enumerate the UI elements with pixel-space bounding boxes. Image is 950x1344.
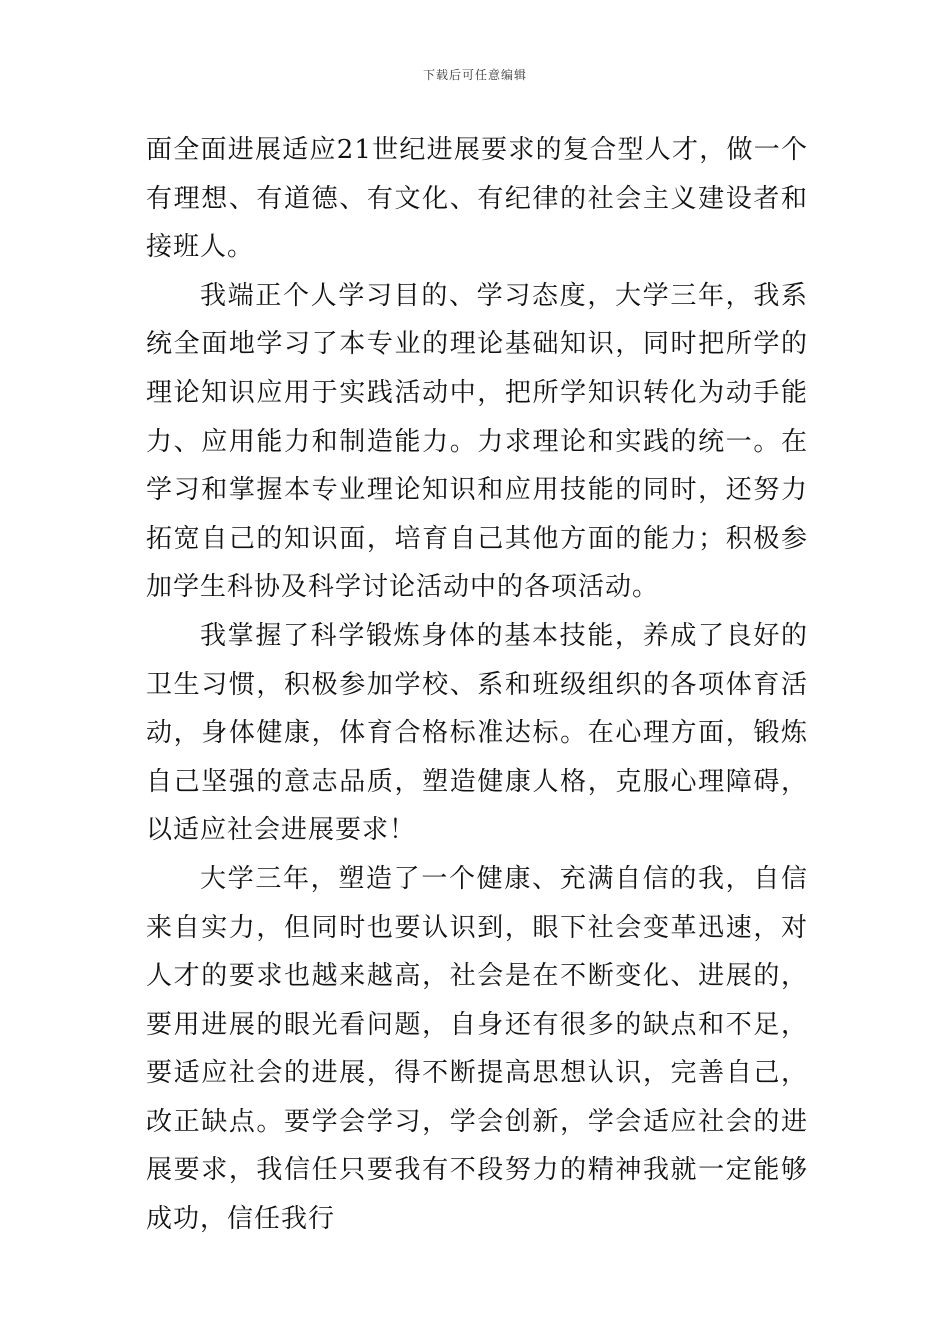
paragraph-study: 我端正个人学习目的、学习态度，大学三年，我系统全面地学习了本专业的理论基础知识，同时把所学的理论知识应用于实践活动中，把所学知识转化为动手能力、应用能力和制造能力。力求理论和实践的统一。在学习和掌握本专业理论知识和应用技能的同时，还努力拓宽自己的知识面，培育自己其他方面的能力；积极参加学生科协及科学讨论活动中的各项活动。	[146, 280, 808, 603]
header-note: 下载后可任意编辑	[422, 68, 527, 82]
document-body	[146, 126, 808, 1244]
paragraph-self-assessment: 大学三年，塑造了一个健康、充满自信的我，自信来自实力，但同时也要认识到，眼下社会变革迅速，对人才的要求也越来越高，社会是在不断变化、进展的，要用进展的眼光看问题，自身还有很多的缺点和不足，要适应社会的进展，得不断提高思想认识，完善自己，改正缺点。要学会学习，学会创新，学会适应社会的进展要求，我信任只要我有不段努力的精神我就一定能够成功，信任我行	[146, 863, 808, 1235]
paragraph-continuation: 面全面进展适应21世纪进展要求的复合型人才，做一个有理想、有道德、有文化、有纪律的社会主义建设者和接班人。	[146, 135, 808, 263]
paragraph-health: 我掌握了科学锻炼身体的基本技能，养成了良好的卫生习惯，积极参加学校、系和班级组织的各项体育活动，身体健康，体育合格标准达标。在心理方面，锻炼自己坚强的意志品质，塑造健康人格，克服心理障碍，以适应社会进展要求！	[146, 620, 808, 846]
